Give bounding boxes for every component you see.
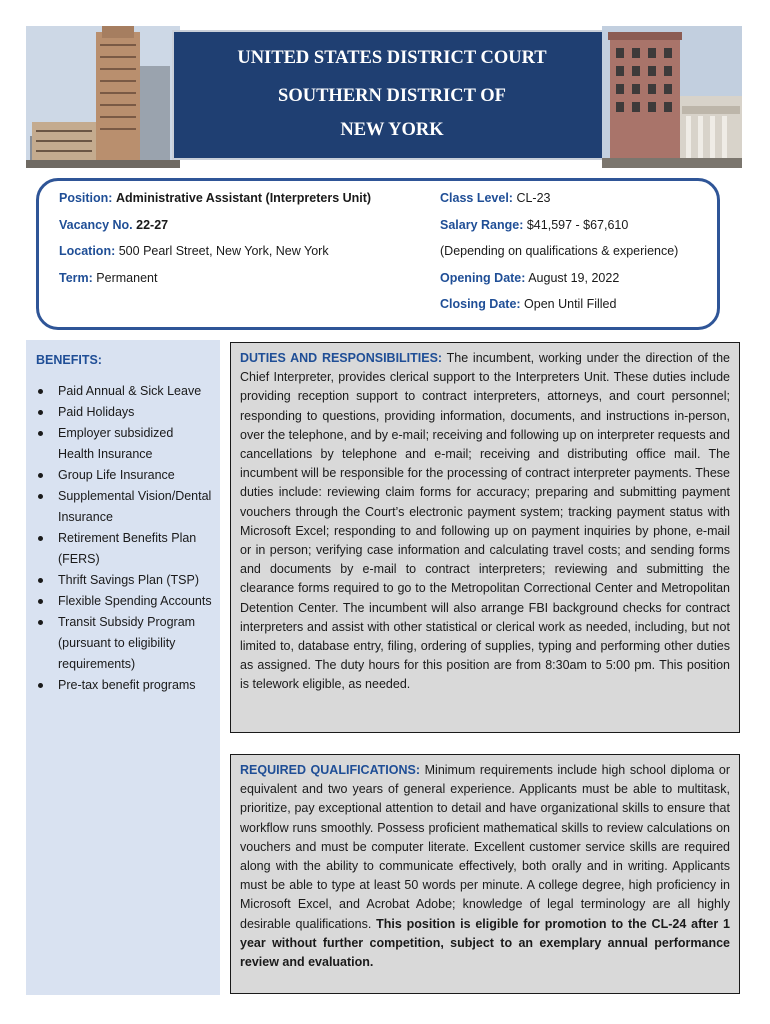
term-row <box>59 271 157 285</box>
court-name-line2: SOUTHERN DISTRICT OF <box>278 86 506 106</box>
benefits-list <box>36 381 212 696</box>
location-value: 500 Pearl Street, New York, New York <box>118 244 329 258</box>
benefits-heading: BENEFITS: <box>36 353 102 367</box>
vacancy-value: 22-27 <box>136 218 169 232</box>
benefit-item: Retirement Benefits Plan (FERS) <box>36 528 212 570</box>
salary-label: Salary Range: <box>440 218 524 232</box>
salary-value: $41,597 - $67,610 <box>526 218 629 232</box>
location-row <box>59 244 329 258</box>
opening-date-label: Opening Date: <box>440 271 526 285</box>
vacancy-row <box>59 218 168 232</box>
position-row <box>59 191 371 205</box>
qualifications-heading: REQUIRED QUALIFICATIONS: <box>240 763 421 777</box>
court-name-line3: NEW YORK <box>340 120 444 140</box>
duties-body: The incumbent, working under the direction of the Chief Interpreter, provides clerical support to the Interpreters Unit. These duties include providing reception support to contract interpreters, attorneys, and court personnel; responding to questions, providing information, documents, and instructions in-person, over the telephone, and by e-mail; receiving and following up on interpreter requests and cancellations by telephone and e-mail; receiving and distributing office mail. The incumbent will be responsible for the processing of contract interpreter payments. These duties include: reviewing claim forms for accuracy; preparing and submitting payment vouchers through the Court’s electronic payment system; tracking payment status with Microsoft Excel; responding to and following up on payment inquiries by phone, e-mail or in person; verifying case information and calculating travel costs; and sending forms and documents by e-mail to contract interpreters; reviewing and submitting the clearance forms required to go to the Metropolitan Correctional Center and Metropolitan Detention Center. The incumbent will also arrange FBI background checks for contract interpreters and assist with other statistical or clerical work as needed, including, but not limited to, database entry, filing, ordering of supplies, typing and performing other duties as assigned. The duty hours for this position are from 8:30am to 5:00 pm. This position is telework eligible, as needed. <box>240 351 731 692</box>
class-level-label: Class Level: <box>440 191 513 205</box>
court-header-banner <box>172 30 612 160</box>
courthouse-tower-photo <box>26 26 180 168</box>
benefit-item: Pre-tax benefit programs <box>36 675 212 696</box>
position-info-box <box>36 178 720 330</box>
closing-date-label: Closing Date: <box>440 297 521 311</box>
benefit-item: Paid Annual & Sick Leave <box>36 381 212 402</box>
benefit-item: Thrift Savings Plan (TSP) <box>36 570 212 591</box>
benefits-panel <box>26 340 220 995</box>
position-value: Administrative Assistant (Interpreters Unit) <box>115 191 372 205</box>
benefit-item: Transit Subsidy Program (pursuant to eligibility requirements) <box>36 612 212 675</box>
courthouse-building-photo <box>602 26 742 168</box>
opening-date-value: August 19, 2022 <box>528 271 620 285</box>
class-level-value: CL-23 <box>516 191 551 205</box>
duties-heading: DUTIES AND RESPONSIBILITIES: <box>240 351 443 365</box>
closing-date-value: Open Until Filled <box>524 297 617 311</box>
term-value: Permanent <box>96 271 158 285</box>
benefit-item: Supplemental Vision/Dental Insurance <box>36 486 212 528</box>
term-label: Term: <box>59 271 93 285</box>
benefit-item: Employer subsidized Health Insurance <box>36 423 212 465</box>
qualifications-body: Minimum requirements include high school diploma or equivalent and two years of general experience. Applicants must be able to multitask, prioritize, pay exceptional attention to detail and have organizational skills to ensure that workflow runs smoothly. Possess proficient mathematical skills to review calculations on vouchers and must be computer literate. Excellent customer service skills are required along with the ability to communicate effectively, both orally and in writing. Applicants must be able to type at least 50 words per minute. A college degree, high proficiency in Microsoft Excel, and Acrobat Adobe; knowledge of legal terminology are all highly desirable qualifications. <box>240 763 730 931</box>
position-label: Position: <box>59 191 113 205</box>
salary-note: (Depending on qualifications & experience) <box>440 244 679 258</box>
court-name-line1: UNITED STATES DISTRICT COURT <box>237 48 547 68</box>
benefit-item: Group Life Insurance <box>36 465 212 486</box>
closing-date-row <box>440 297 616 311</box>
benefit-item: Flexible Spending Accounts <box>36 591 212 612</box>
benefit-item: Paid Holidays <box>36 402 212 423</box>
location-label: Location: <box>59 244 116 258</box>
qualifications-box <box>230 754 740 994</box>
class-level-row <box>440 191 551 205</box>
vacancy-label: Vacancy No. <box>59 218 133 232</box>
salary-row <box>440 218 628 232</box>
duties-box <box>230 342 740 733</box>
opening-date-row <box>440 271 619 285</box>
promotion-note: This position is eligible for promotion to the CL-24 after 1 year without further competition, subject to an exemplary annual performance review and evaluation. <box>240 916 730 970</box>
